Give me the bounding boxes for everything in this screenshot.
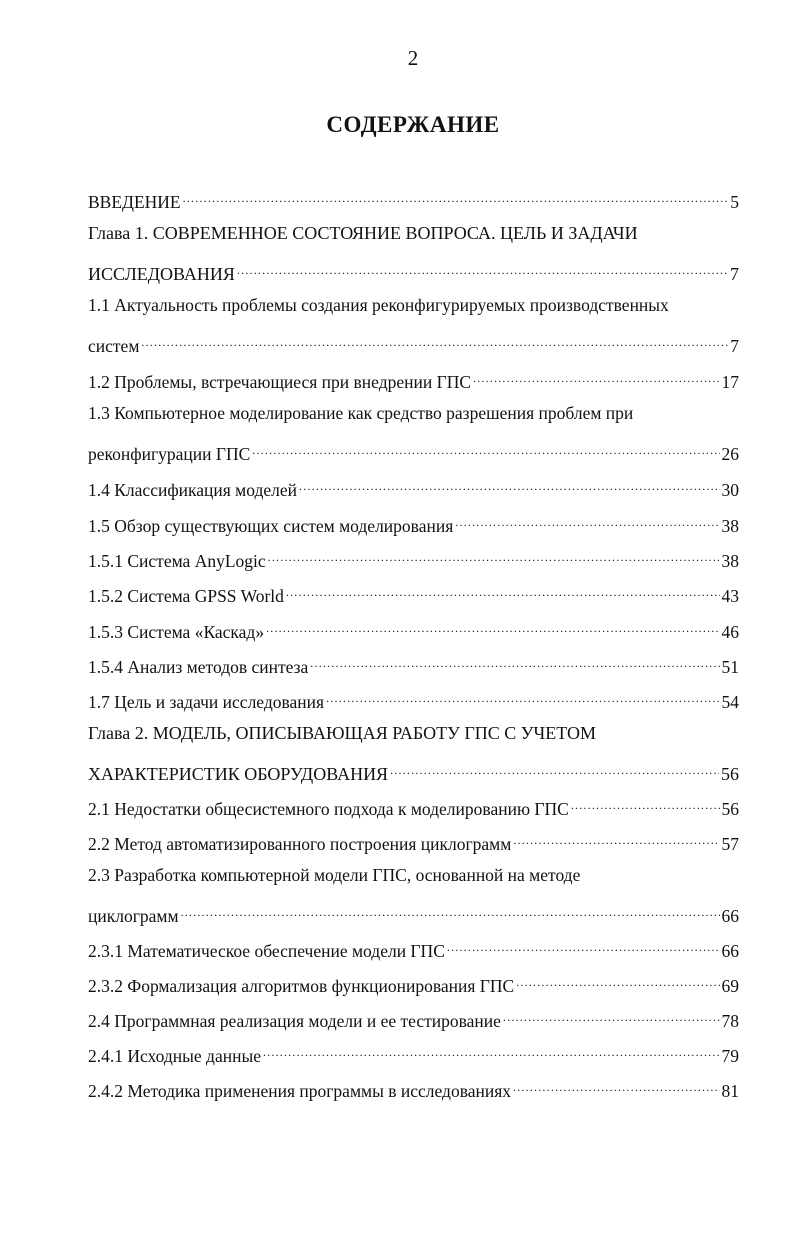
toc-entry — [88, 186, 739, 213]
toc-entry-page: 69 — [721, 976, 739, 996]
toc-leader-dots — [447, 935, 720, 957]
toc-entry-page: 54 — [721, 692, 739, 712]
toc-leader-dots — [183, 186, 729, 208]
toc-entry — [88, 510, 739, 537]
toc-entry-page: 57 — [721, 834, 739, 854]
toc-entry-page: 7 — [730, 264, 739, 284]
toc-entry-text: 1.3 Компьютерное моделирование как средство разрешения проблем при — [88, 403, 634, 423]
toc-entry-text: 2.4.2 Методика применения программы в исследованиях — [88, 1081, 512, 1101]
toc-entry-page: 43 — [721, 586, 739, 606]
toc-entry-page: 51 — [721, 657, 739, 677]
toc-entry — [88, 616, 739, 643]
toc-entry-page: 17 — [721, 372, 739, 392]
toc-entry-page: 79 — [721, 1046, 739, 1066]
toc-entry — [88, 222, 739, 244]
toc-entry — [88, 438, 739, 465]
toc-leader-dots — [299, 474, 719, 496]
toc-entry-text: ХАРАКТЕРИСТИК ОБОРУДОВАНИЯ — [88, 764, 389, 784]
toc-entry-text: Глава 2. МОДЕЛЬ, ОПИСЫВАЮЩАЯ РАБОТУ ГПС С УЧЕТОМ — [88, 723, 596, 743]
toc-entry-text: циклограмм — [88, 906, 179, 926]
toc-entry-text: 1.5.2 Система GPSS World — [88, 586, 284, 606]
toc-entry-text: 1.5 Обзор существующих систем моделирования — [88, 516, 454, 536]
toc-leader-dots — [513, 828, 719, 850]
toc-entry — [88, 651, 739, 678]
toc-entry — [88, 900, 739, 927]
toc-leader-dots — [141, 330, 728, 352]
toc-entry-text: 1.5.1 Система AnyLogic — [88, 551, 266, 571]
toc-entry-text: 2.1 Недостатки общесистемного подхода к моделированию ГПС — [88, 799, 569, 819]
toc-leader-dots — [268, 545, 720, 567]
toc-entry — [88, 1005, 739, 1032]
toc-leader-dots — [516, 970, 719, 992]
toc-entry-page: 5 — [730, 192, 739, 212]
toc-entry — [88, 686, 739, 713]
toc-leader-dots — [286, 580, 720, 602]
toc-entry — [88, 545, 739, 572]
toc-leader-dots — [513, 1075, 719, 1097]
toc-entry-text: реконфигурации ГПС — [88, 444, 251, 464]
toc-entry-text: ИССЛЕДОВАНИЯ — [88, 264, 235, 284]
toc-entry-text: 1.5.3 Система «Каскад» — [88, 622, 265, 642]
toc-entry — [88, 330, 739, 357]
toc-entry — [88, 1075, 739, 1102]
toc-entry-text: 2.3.1 Математическое обеспечение модели ГПС — [88, 941, 445, 961]
toc-entry — [88, 864, 739, 886]
toc-entry-text: Глава 1. СОВРЕМЕННОЕ СОСТОЯНИЕ ВОПРОСА. ЦЕЛЬ И ЗАДАЧИ — [88, 223, 638, 243]
toc-entry-text: 1.5.4 Анализ методов синтеза — [88, 657, 309, 677]
toc-entry — [88, 935, 739, 962]
toc-entry — [88, 366, 739, 393]
toc-entry-page: 56 — [721, 764, 739, 784]
toc-leader-dots — [266, 616, 719, 638]
toc-entry-text: систем — [88, 336, 140, 356]
toc-entry-page: 78 — [721, 1011, 739, 1031]
toc-entry-text: 1.4 Классификация моделей — [88, 480, 298, 500]
toc-entry — [88, 793, 739, 820]
toc-entry-page: 66 — [721, 941, 739, 961]
toc-entry-text: 2.4 Программная реализация модели и ее тестирование — [88, 1011, 501, 1031]
toc-entry-page: 7 — [730, 336, 739, 356]
page-number: 2 — [407, 46, 419, 70]
toc-entry — [88, 758, 739, 785]
toc-leader-dots — [310, 651, 719, 673]
toc-entry — [88, 474, 739, 501]
toc-entry-page: 46 — [721, 622, 739, 642]
toc-entry-page: 66 — [721, 906, 739, 926]
toc-entry-text: 2.2 Метод автоматизированного построения циклограмм — [88, 834, 512, 854]
toc-entry — [88, 258, 739, 285]
toc-leader-dots — [503, 1005, 720, 1027]
toc-leader-dots — [326, 686, 719, 708]
toc-leader-dots — [473, 366, 719, 388]
toc-leader-dots — [571, 793, 720, 815]
toc-entry — [88, 294, 739, 316]
toc-entry-text: 2.4.1 Исходные данные — [88, 1046, 261, 1066]
toc-entry-text: 1.2 Проблемы, встречающиеся при внедрении ГПС — [88, 372, 472, 392]
toc-entry-page: 38 — [721, 551, 739, 571]
toc-entry — [88, 722, 739, 744]
toc-entry-page: 30 — [721, 480, 739, 500]
toc-entry — [88, 970, 739, 997]
toc-entry-text: 1.7 Цель и задачи исследования — [88, 692, 325, 712]
toc-leader-dots — [455, 510, 719, 532]
toc-entry — [88, 580, 739, 607]
toc-leader-dots — [237, 258, 728, 280]
toc-leader-dots — [263, 1040, 720, 1062]
toc-entry-text: 2.3 Разработка компьютерной модели ГПС, основанной на методе — [88, 865, 581, 885]
toc-entry-page: 26 — [721, 444, 739, 464]
toc-leader-dots — [252, 438, 719, 460]
toc-leader-dots — [390, 758, 719, 780]
toc-entry-text: 1.1 Актуальность проблемы создания реконфигурируемых производственных — [88, 295, 669, 315]
toc-entry-page: 56 — [721, 799, 739, 819]
toc-entry-page: 81 — [721, 1081, 739, 1101]
toc-leader-dots — [181, 900, 720, 922]
toc-entry — [88, 828, 739, 855]
page-title: СОДЕРЖАНИЕ — [326, 112, 500, 137]
toc-entry-text: 2.3.2 Формализация алгоритмов функционирования ГПС — [88, 976, 515, 996]
toc-entry-page: 38 — [721, 516, 739, 536]
toc-entry — [88, 402, 739, 424]
toc-entry — [88, 1040, 739, 1067]
toc-entry-text: ВВЕДЕНИЕ — [88, 192, 181, 212]
